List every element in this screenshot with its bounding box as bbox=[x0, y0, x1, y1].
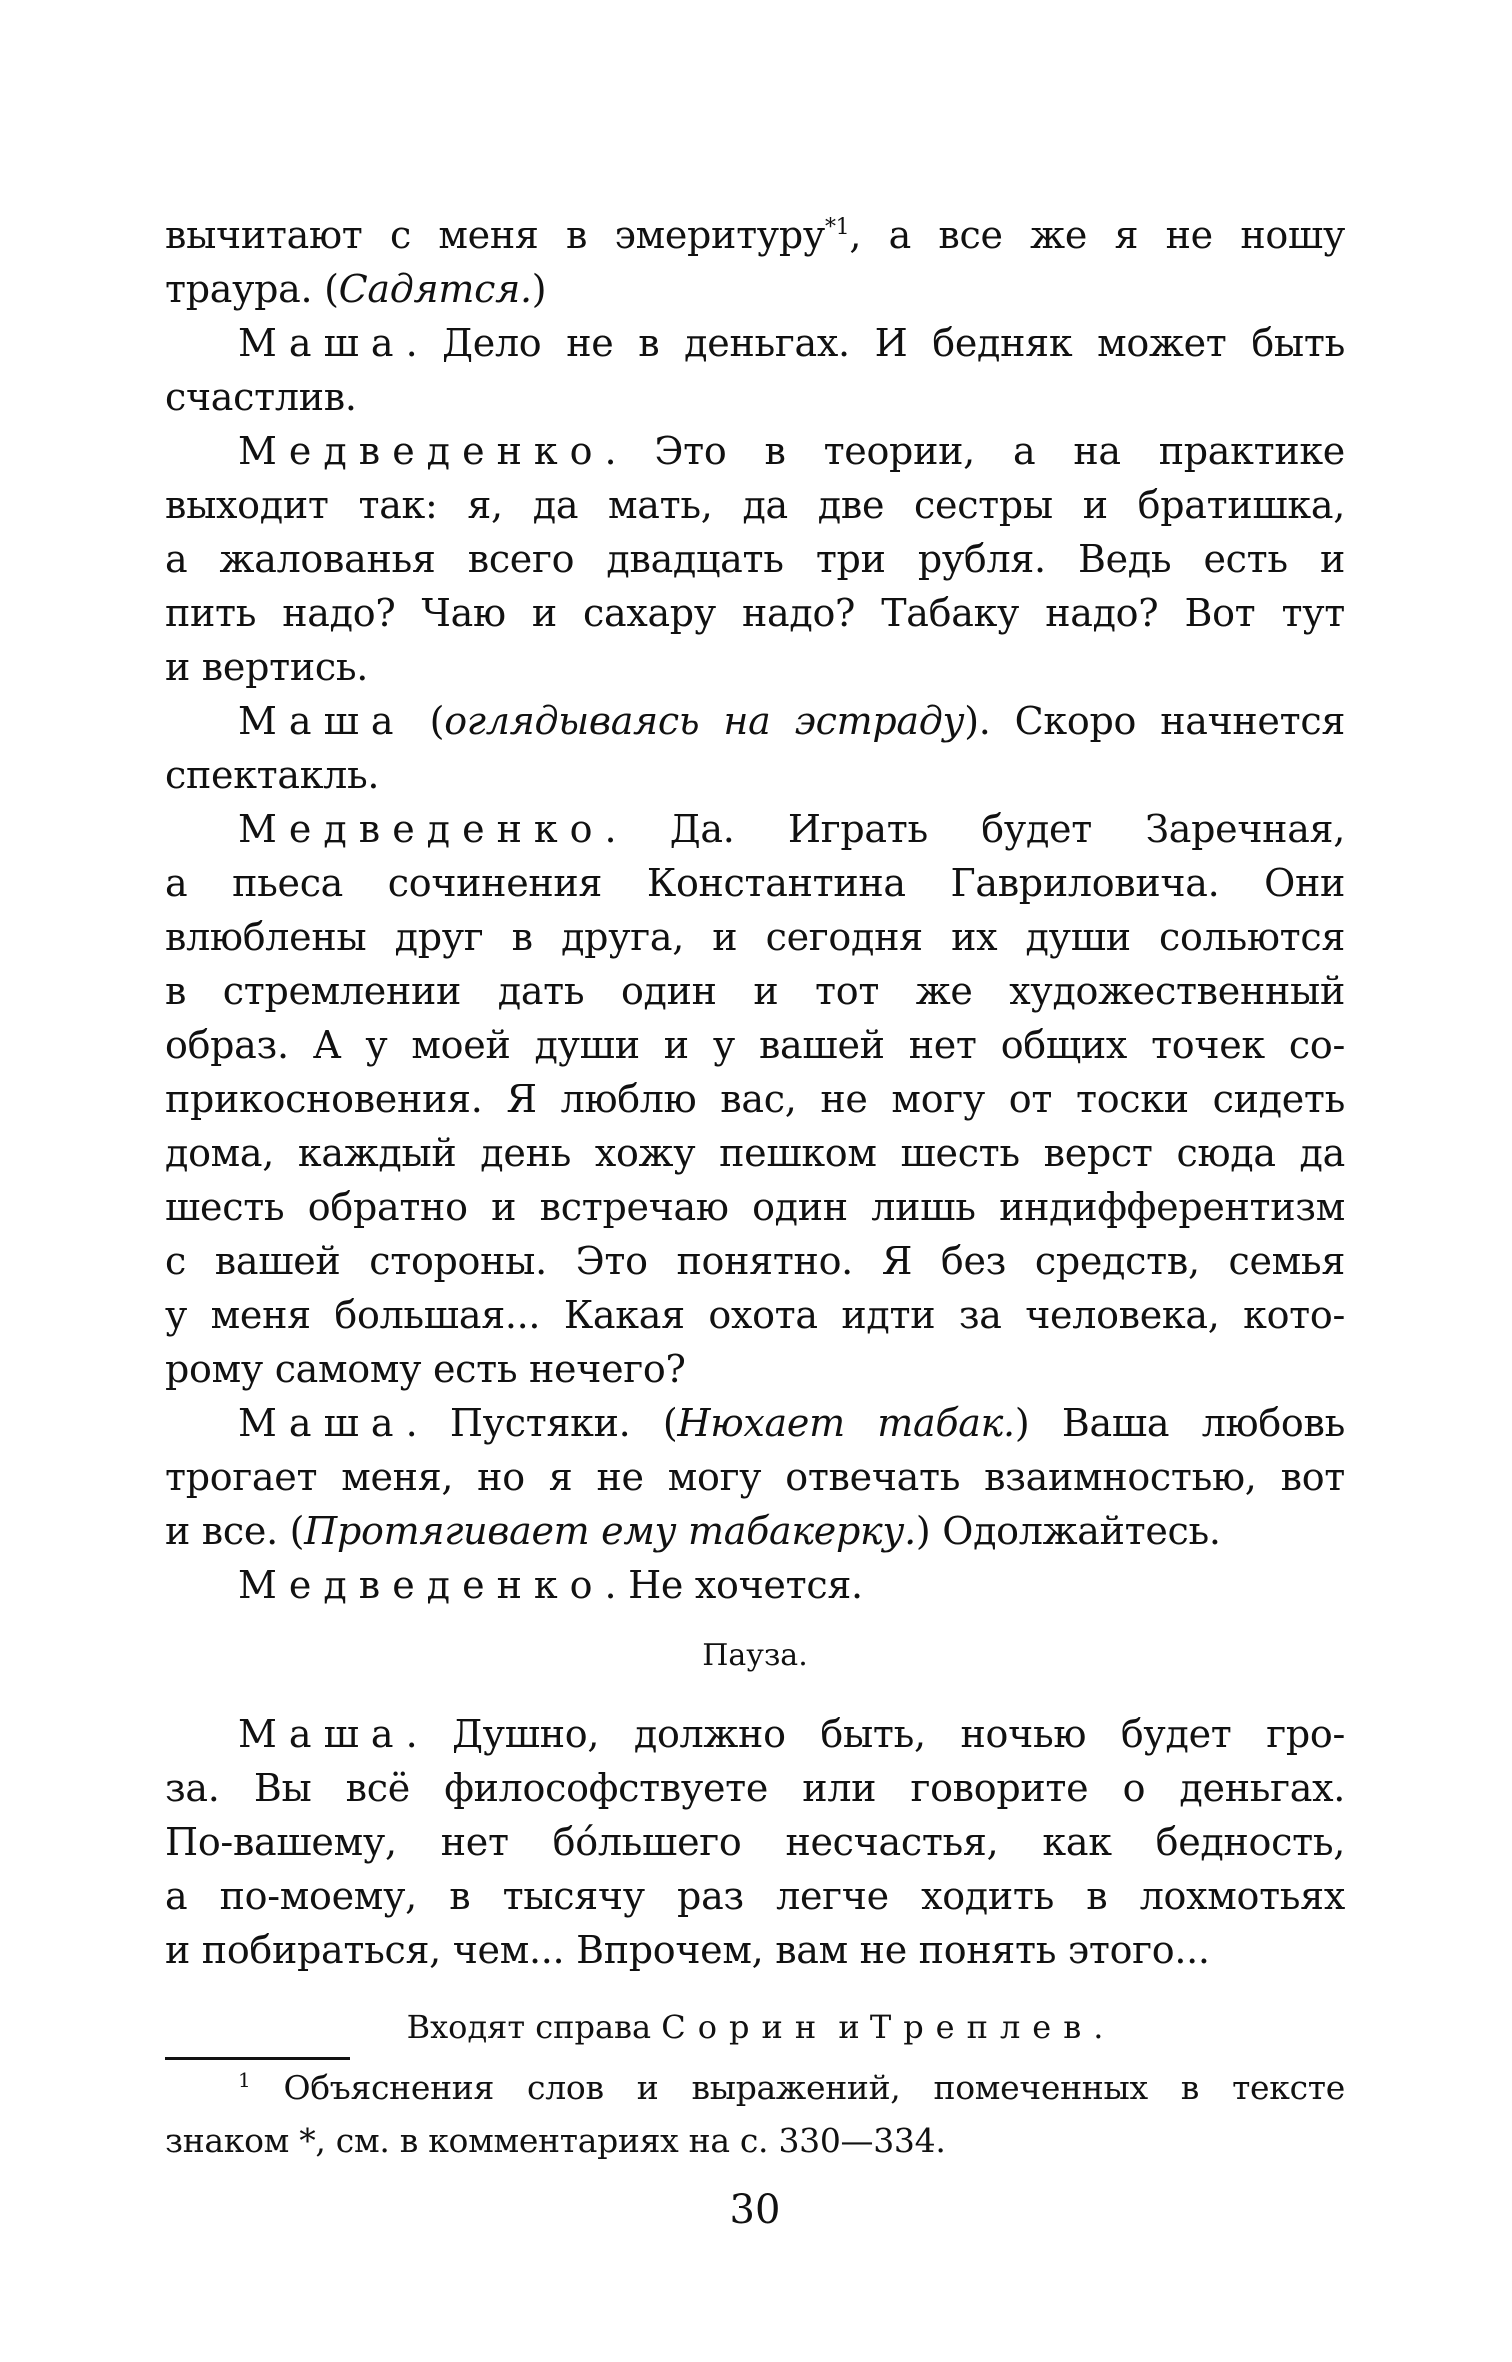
text-line bbox=[165, 1761, 1345, 1815]
footnote-line-1 bbox=[238, 2064, 1345, 2112]
text-segment: . Да. Играть будет Заречная, bbox=[604, 807, 1345, 851]
text-line bbox=[165, 370, 1345, 424]
text-line bbox=[238, 694, 1345, 748]
text-line bbox=[165, 640, 1345, 694]
text-segment: По-вашему, нет бóльшего несчастья, как бедность, bbox=[165, 1820, 1345, 1864]
text-line bbox=[165, 1180, 1345, 1234]
text-line bbox=[165, 1018, 1345, 1072]
character-name: Маша bbox=[238, 1712, 406, 1756]
text-line bbox=[165, 1815, 1345, 1869]
text-segment: , а все же я не ношу bbox=[849, 213, 1346, 257]
text-line bbox=[165, 1234, 1345, 1288]
text-line bbox=[238, 316, 1345, 370]
text-segment: за. Вы всё философствуете или говорите о деньгах. bbox=[165, 1766, 1345, 1810]
entrance-conjunction: и bbox=[828, 2008, 870, 2046]
text-line bbox=[165, 586, 1345, 640]
stage-direction-pause: Пауза. bbox=[702, 1638, 808, 1673]
text-segment: а жалованья всего двадцать три рубля. Ведь есть и bbox=[165, 537, 1345, 581]
text-segment: шесть обратно и встречаю один лишь индифферентизм bbox=[165, 1185, 1345, 1229]
footnote-divider bbox=[165, 2057, 350, 2060]
stage-direction-entrance bbox=[165, 2005, 1345, 2049]
text-line bbox=[165, 1342, 1345, 1396]
text-line bbox=[165, 1869, 1345, 1923]
text-line bbox=[238, 802, 1345, 856]
character-name: Маша bbox=[238, 1401, 406, 1445]
text-segment: . Дело не в деньгах. И бедняк может быть bbox=[405, 321, 1345, 365]
text-segment: ). Скоро начнется bbox=[964, 699, 1345, 743]
footnote-line-2: знаком *, см. в комментариях на с. 330—334. bbox=[165, 2121, 946, 2160]
text-segment: дома, каждый день хожу пешком шесть верст сюда да bbox=[165, 1131, 1345, 1175]
text-segment: . Душно, должно быть, ночью будет гро- bbox=[405, 1712, 1345, 1756]
stage-remark: Протягивает ему табакерку. bbox=[304, 1509, 916, 1553]
entrance-suffix: . bbox=[1093, 2008, 1104, 2046]
text-segment: у меня большая... Какая охота идти за человека, кото- bbox=[165, 1293, 1345, 1337]
character-name: Медведенко bbox=[238, 429, 605, 473]
footnote-marker: 1 bbox=[238, 2068, 251, 2092]
text-segment: ( bbox=[405, 699, 445, 743]
text-segment: и побираться, чем... Впрочем, вам не понять этого... bbox=[165, 1928, 1210, 1972]
stage-remark: Садятся. bbox=[338, 267, 532, 311]
footnote-reference: *1 bbox=[824, 215, 850, 240]
text-line bbox=[165, 856, 1345, 910]
text-segment: выходит так: я, да мать, да две сестры и братишка, bbox=[165, 483, 1345, 527]
text-segment: вычитают с меня в эмеритуру bbox=[165, 213, 825, 257]
text-line bbox=[238, 424, 1345, 478]
text-segment: и все. ( bbox=[165, 1509, 305, 1553]
text-segment: с вашей стороны. Это понятно. Я без средств, семья bbox=[165, 1239, 1345, 1283]
character-name-sorin: Сорин bbox=[661, 2008, 829, 2046]
text-line bbox=[165, 1288, 1345, 1342]
text-line bbox=[165, 1504, 1345, 1558]
character-name: Маша bbox=[238, 699, 406, 743]
text-segment: и вертись. bbox=[165, 645, 369, 689]
text-segment: а по-моему, в тысячу раз легче ходить в лохмотьях bbox=[165, 1874, 1345, 1918]
stage-remark: оглядываясь на эстраду bbox=[444, 699, 965, 743]
text-segment: ) Одолжайтесь. bbox=[915, 1509, 1221, 1553]
text-line bbox=[165, 1126, 1345, 1180]
text-segment: пить надо? Чаю и сахару надо? Табаку надо? Вот тут bbox=[165, 591, 1345, 635]
text-line bbox=[165, 1450, 1345, 1504]
text-line bbox=[165, 1072, 1345, 1126]
text-segment: траура. ( bbox=[165, 267, 339, 311]
text-line bbox=[165, 910, 1345, 964]
text-segment: . Пустяки. ( bbox=[405, 1401, 678, 1445]
text-segment: влюблены друг в друга, и сегодня их души сольются bbox=[165, 915, 1345, 959]
text-segment: . Это в теории, а на практике bbox=[604, 429, 1345, 473]
text-line bbox=[165, 208, 1345, 262]
text-line bbox=[238, 1396, 1345, 1450]
text-segment: ) bbox=[531, 267, 547, 311]
text-line bbox=[238, 1707, 1345, 1761]
text-line bbox=[165, 262, 1345, 316]
character-name: Медведенко bbox=[238, 807, 605, 851]
text-segment: образ. А у моей души и у вашей нет общих точек со- bbox=[165, 1023, 1345, 1067]
text-segment: счастлив. bbox=[165, 375, 357, 419]
text-segment: рому самому есть нечего? bbox=[165, 1347, 686, 1391]
text-segment: ) Ваша любовь bbox=[1014, 1401, 1345, 1445]
text-segment: в стремлении дать один и тот же художественный bbox=[165, 969, 1345, 1013]
stage-remark: Нюхает табак. bbox=[677, 1401, 1015, 1445]
text-segment: а пьеса сочинения Константина Гавриловича. Они bbox=[165, 861, 1345, 905]
text-line bbox=[165, 532, 1345, 586]
character-name-treplev: Треплев bbox=[869, 2008, 1094, 2046]
text-line bbox=[165, 478, 1345, 532]
text-segment: спектакль. bbox=[165, 753, 380, 797]
footnote-text-1: Объяснения слов и выражений, помеченных в тексте bbox=[283, 2068, 1345, 2107]
page-number: 30 bbox=[729, 2187, 781, 2233]
text-line bbox=[238, 1558, 1345, 1612]
text-line bbox=[165, 1923, 1345, 1977]
character-name: Медведенко bbox=[238, 1563, 605, 1607]
text-segment: прикосновения. Я люблю вас, не могу от тоски сидеть bbox=[165, 1077, 1345, 1121]
text-segment: трогает меня, но я не могу отвечать взаимностью, вот bbox=[165, 1455, 1345, 1499]
entrance-prefix: Входят справа bbox=[406, 2008, 662, 2046]
text-line bbox=[165, 964, 1345, 1018]
character-name: Маша bbox=[238, 321, 406, 365]
text-segment: . Не хочется. bbox=[604, 1563, 863, 1607]
text-line bbox=[165, 748, 1345, 802]
